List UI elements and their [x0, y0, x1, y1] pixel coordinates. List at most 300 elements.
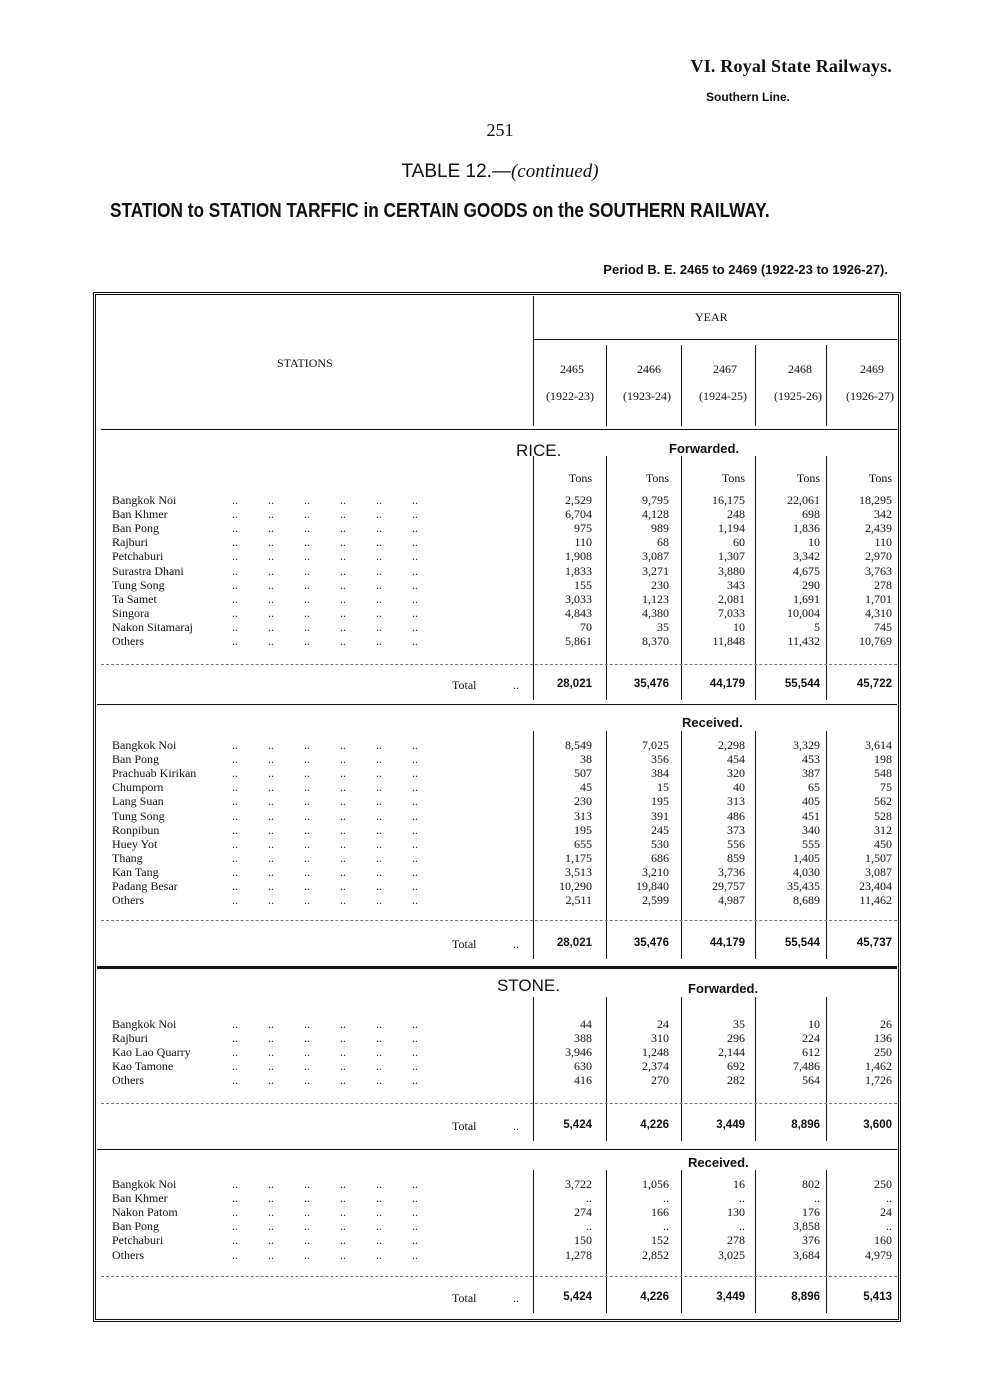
value-cell: 198: [874, 752, 892, 766]
value-cell: 655: [574, 837, 592, 851]
forwarded-label: Forwarded.: [688, 981, 759, 996]
value-cell: 1,056: [642, 1177, 669, 1191]
leader-dots: .. .. .. .. .. ..: [232, 493, 418, 507]
value-cell: 176: [802, 1205, 820, 1219]
total-leader: ..: [513, 1291, 519, 1305]
column-rule: [533, 296, 534, 426]
value-cell: 38: [580, 752, 592, 766]
leader-dots: .. .. .. .. .. ..: [232, 1059, 418, 1073]
value-cell: 388: [574, 1031, 592, 1045]
total-cell: 4,226: [640, 1119, 669, 1131]
value-cell: 278: [874, 578, 892, 592]
received-label: Received.: [682, 715, 743, 730]
value-cell: 3,684: [793, 1248, 820, 1262]
leader-dots: .. .. .. .. .. ..: [232, 893, 418, 907]
value-cell: 745: [874, 620, 892, 634]
leader-dots: .. .. .. .. .. ..: [232, 549, 418, 563]
leader-dots: .. .. .. .. .. ..: [232, 620, 418, 634]
value-cell: 1,462: [865, 1059, 892, 1073]
leader-dots: .. .. .. .. .. ..: [232, 634, 418, 648]
value-cell: 1,248: [642, 1045, 669, 1059]
value-cell: 989: [651, 521, 669, 535]
value-cell: 26: [880, 1017, 892, 1031]
value-cell: 19,840: [636, 879, 669, 893]
value-cell: 310: [651, 1031, 669, 1045]
value-cell: 44: [580, 1017, 592, 1031]
value-cell: 548: [874, 766, 892, 780]
value-cell: 4,675: [793, 564, 820, 578]
year-label: 2466: [637, 362, 661, 376]
leader-dots: .. .. .. .. .. ..: [232, 1219, 418, 1233]
total-cell: 5,413: [863, 1291, 892, 1303]
total-cell: 44,179: [709, 678, 745, 690]
year-label: 2468: [788, 362, 812, 376]
value-cell: 3,025: [718, 1248, 745, 1262]
value-cell: 11,462: [859, 893, 892, 907]
value-cell: 630: [574, 1059, 592, 1073]
station-name: Others: [112, 1248, 144, 1262]
rule-line: [101, 920, 897, 921]
value-cell: 3,342: [793, 549, 820, 563]
column-rule: [755, 345, 756, 426]
value-cell: 22,061: [787, 493, 820, 507]
value-cell: 312: [874, 823, 892, 837]
year-ad-label: (1922-23): [546, 389, 594, 403]
station-name: Lang Suan: [112, 794, 164, 808]
value-cell: 1,194: [718, 521, 745, 535]
value-cell: 45: [580, 780, 592, 794]
unit-label: Tons: [568, 471, 592, 485]
leader-dots: .. .. .. .. .. ..: [232, 1017, 418, 1031]
value-cell: 2,374: [642, 1059, 669, 1073]
value-cell: 2,529: [565, 493, 592, 507]
value-cell: 2,599: [642, 893, 669, 907]
year-label: 2467: [713, 362, 737, 376]
value-cell: 405: [802, 794, 820, 808]
value-cell: 40: [733, 780, 745, 794]
station-name: Huey Yot: [112, 837, 158, 851]
running-subtitle: Southern Line.: [706, 90, 790, 104]
leader-dots: .. .. .. .. .. ..: [232, 578, 418, 592]
value-cell: 692: [727, 1059, 745, 1073]
leader-dots: .. .. .. .. .. ..: [232, 1045, 418, 1059]
station-name: Surastra Dhani: [112, 564, 184, 578]
column-rule: [755, 731, 756, 959]
value-cell: 3,722: [565, 1177, 592, 1191]
value-cell: 342: [874, 507, 892, 521]
station-name: Nakon Sitamaraj: [112, 620, 193, 634]
station-name: Kan Tang: [112, 865, 159, 879]
value-cell: 376: [802, 1233, 820, 1247]
total-label: Total: [452, 937, 477, 951]
leader-dots: .. .. .. .. .. ..: [232, 1031, 418, 1045]
year-ad-label: (1925-26): [774, 389, 822, 403]
year-label: 2469: [860, 362, 884, 376]
column-rule: [755, 997, 756, 1141]
value-cell: 2,298: [718, 738, 745, 752]
value-cell: 3,033: [565, 592, 592, 606]
leader-dots: .. .. .. .. .. ..: [232, 1248, 418, 1262]
value-cell: 3,614: [865, 738, 892, 752]
station-name: Kao Tamone: [112, 1059, 174, 1073]
value-cell: 3,329: [793, 738, 820, 752]
value-cell: 486: [727, 809, 745, 823]
page-number: 251: [486, 120, 514, 140]
value-cell: 4,843: [565, 606, 592, 620]
station-name: Padang Besar: [112, 879, 178, 893]
total-cell: 8,896: [791, 1119, 820, 1131]
section-title: STONE.: [497, 976, 560, 995]
value-cell: 18,295: [859, 493, 892, 507]
value-cell: 698: [802, 507, 820, 521]
total-cell: 3,449: [716, 1291, 745, 1303]
value-cell: 68: [657, 535, 669, 549]
value-cell: 16: [733, 1177, 745, 1191]
value-cell: ..: [586, 1219, 592, 1233]
station-name: Petchaburi: [112, 1233, 164, 1247]
rule-line: [97, 704, 897, 705]
total-cell: 44,179: [709, 937, 745, 949]
total-label: Total: [452, 1119, 477, 1133]
value-cell: 340: [802, 823, 820, 837]
leader-dots: .. .. .. .. .. ..: [232, 1205, 418, 1219]
value-cell: 250: [874, 1177, 892, 1191]
value-cell: 3,087: [865, 865, 892, 879]
value-cell: 290: [802, 578, 820, 592]
value-cell: 2,511: [565, 893, 592, 907]
leader-dots: .. .. .. .. .. ..: [232, 837, 418, 851]
station-name: Rajburi: [112, 535, 148, 549]
value-cell: 3,513: [565, 865, 592, 879]
value-cell: 975: [574, 521, 592, 535]
value-cell: 296: [727, 1031, 745, 1045]
unit-label: Tons: [796, 471, 820, 485]
column-rule: [681, 345, 682, 426]
value-cell: ..: [663, 1191, 669, 1205]
station-name: Prachuab Kirikan: [112, 766, 197, 780]
leader-dots: .. .. .. .. .. ..: [232, 507, 418, 521]
value-cell: 10,769: [859, 634, 892, 648]
value-cell: 155: [574, 578, 592, 592]
column-rule: [606, 1170, 607, 1313]
total-cell: 8,896: [791, 1291, 820, 1303]
value-cell: 2,439: [865, 521, 892, 535]
value-cell: 10,290: [559, 879, 592, 893]
value-cell: 23,404: [859, 879, 892, 893]
station-name: Bangkok Noi: [112, 1177, 177, 1191]
rule-line: [101, 1103, 897, 1104]
station-name: Bangkok Noi: [112, 1017, 177, 1031]
rule-line: [97, 1149, 897, 1150]
total-leader: ..: [513, 937, 519, 951]
stations-heading: STATIONS: [277, 356, 333, 370]
value-cell: 11,432: [787, 634, 820, 648]
station-name: Ta Samet: [112, 592, 157, 606]
rule-line: [101, 1276, 897, 1277]
value-cell: 451: [802, 809, 820, 823]
value-cell: 9,795: [642, 493, 669, 507]
column-rule: [755, 1170, 756, 1313]
value-cell: 3,271: [642, 564, 669, 578]
station-name: Ban Khmer: [112, 1191, 168, 1205]
total-cell: 55,544: [784, 937, 820, 949]
value-cell: ..: [586, 1191, 592, 1205]
value-cell: 1,307: [718, 549, 745, 563]
value-cell: 1,405: [793, 851, 820, 865]
column-rule: [826, 731, 827, 959]
value-cell: 3,763: [865, 564, 892, 578]
value-cell: 1,833: [565, 564, 592, 578]
leader-dots: .. .. .. .. .. ..: [232, 606, 418, 620]
value-cell: ..: [739, 1219, 745, 1233]
value-cell: ..: [886, 1191, 892, 1205]
value-cell: 230: [651, 578, 669, 592]
value-cell: 562: [874, 794, 892, 808]
value-cell: 313: [574, 809, 592, 823]
leader-dots: .. .. .. .. .. ..: [232, 809, 418, 823]
value-cell: 75: [880, 780, 892, 794]
value-cell: 454: [727, 752, 745, 766]
value-cell: 11,848: [712, 634, 745, 648]
value-cell: 150: [574, 1233, 592, 1247]
leader-dots: .. .. .. .. .. ..: [232, 1073, 418, 1087]
value-cell: 1,836: [793, 521, 820, 535]
leader-dots: .. .. .. .. .. ..: [232, 865, 418, 879]
value-cell: 282: [727, 1073, 745, 1087]
leader-dots: .. .. .. .. .. ..: [232, 1177, 418, 1191]
station-name: Ban Pong: [112, 521, 160, 535]
value-cell: 7,486: [793, 1059, 820, 1073]
value-cell: 1,908: [565, 549, 592, 563]
leader-dots: .. .. .. .. .. ..: [232, 738, 418, 752]
leader-dots: .. .. .. .. .. ..: [232, 535, 418, 549]
table-title-cont: (continued): [510, 161, 599, 182]
running-title: VI. Royal State Railways.: [690, 56, 892, 76]
total-cell: 5,424: [563, 1291, 592, 1303]
station-name: Singora: [112, 606, 150, 620]
value-cell: 16,175: [712, 493, 745, 507]
value-cell: 274: [574, 1205, 592, 1219]
value-cell: ..: [739, 1191, 745, 1205]
column-rule: [606, 731, 607, 959]
value-cell: 166: [651, 1205, 669, 1219]
total-cell: 28,021: [556, 937, 592, 949]
column-rule: [606, 997, 607, 1141]
value-cell: 4,979: [865, 1248, 892, 1262]
value-cell: 1,701: [865, 592, 892, 606]
leader-dots: .. .. .. .. .. ..: [232, 521, 418, 535]
value-cell: 3,087: [642, 549, 669, 563]
value-cell: 250: [874, 1045, 892, 1059]
value-cell: 1,691: [793, 592, 820, 606]
value-cell: 3,736: [718, 865, 745, 879]
rule-line: [101, 664, 897, 665]
value-cell: 384: [651, 766, 669, 780]
value-cell: 24: [880, 1205, 892, 1219]
value-cell: 530: [651, 837, 669, 851]
value-cell: 387: [802, 766, 820, 780]
value-cell: 556: [727, 837, 745, 851]
station-name: Others: [112, 634, 144, 648]
leader-dots: .. .. .. .. .. ..: [232, 766, 418, 780]
value-cell: 7,033: [718, 606, 745, 620]
value-cell: 2,144: [718, 1045, 745, 1059]
value-cell: 2,852: [642, 1248, 669, 1262]
value-cell: 65: [808, 780, 820, 794]
value-cell: 859: [727, 851, 745, 865]
period-line: Period B. E. 2465 to 2469 (1922-23 to 1926-27).: [603, 262, 888, 277]
station-name: Tung Song: [112, 578, 165, 592]
value-cell: ..: [663, 1219, 669, 1233]
value-cell: 245: [651, 823, 669, 837]
year-ad-label: (1926-27): [846, 389, 894, 403]
value-cell: 528: [874, 809, 892, 823]
total-cell: 3,600: [863, 1119, 892, 1131]
station-name: Ronpibun: [112, 823, 160, 837]
value-cell: 320: [727, 766, 745, 780]
value-cell: 686: [651, 851, 669, 865]
value-cell: 1,278: [565, 1248, 592, 1262]
leader-dots: .. .. .. .. .. ..: [232, 1233, 418, 1247]
leader-dots: .. .. .. .. .. ..: [232, 851, 418, 865]
forwarded-label: Forwarded.: [669, 441, 740, 456]
station-name: Bangkok Noi: [112, 738, 177, 752]
value-cell: 555: [802, 837, 820, 851]
total-cell: 45,722: [856, 678, 892, 690]
total-leader: ..: [513, 1119, 519, 1133]
value-cell: 136: [874, 1031, 892, 1045]
unit-label: Tons: [721, 471, 745, 485]
value-cell: 152: [651, 1233, 669, 1247]
value-cell: 3,858: [793, 1219, 820, 1233]
total-cell: 45,737: [856, 937, 892, 949]
value-cell: 24: [657, 1017, 669, 1031]
table-title-label: TABLE 12.—: [401, 161, 511, 182]
rule-line: [97, 966, 897, 969]
leader-dots: .. .. .. .. .. ..: [232, 780, 418, 794]
station-name: Ban Pong: [112, 1219, 160, 1233]
value-cell: 802: [802, 1177, 820, 1191]
leader-dots: .. .. .. .. .. ..: [232, 564, 418, 578]
value-cell: 391: [651, 809, 669, 823]
value-cell: 7,025: [642, 738, 669, 752]
column-rule: [681, 1170, 682, 1313]
value-cell: 4,128: [642, 507, 669, 521]
value-cell: 2,970: [865, 549, 892, 563]
leader-dots: .. .. .. .. .. ..: [232, 1191, 418, 1205]
station-name: Petchaburi: [112, 549, 164, 563]
unit-label: Tons: [645, 471, 669, 485]
total-cell: 28,021: [556, 678, 592, 690]
value-cell: 110: [574, 535, 592, 549]
leader-dots: .. .. .. .. .. ..: [232, 823, 418, 837]
value-cell: 5: [814, 620, 820, 634]
value-cell: 612: [802, 1045, 820, 1059]
column-rule: [681, 731, 682, 959]
value-cell: 564: [802, 1073, 820, 1087]
value-cell: 2,081: [718, 592, 745, 606]
value-cell: 230: [574, 794, 592, 808]
received-label: Received.: [688, 1155, 749, 1170]
value-cell: 4,030: [793, 865, 820, 879]
column-rule: [606, 345, 607, 426]
value-cell: 130: [727, 1205, 745, 1219]
value-cell: 60: [733, 535, 745, 549]
value-cell: 10: [733, 620, 745, 634]
value-cell: 450: [874, 837, 892, 851]
value-cell: 416: [574, 1073, 592, 1087]
station-name: Kao Lao Quarry: [112, 1045, 191, 1059]
leader-dots: .. .. .. .. .. ..: [232, 592, 418, 606]
value-cell: 8,549: [565, 738, 592, 752]
station-name: Ban Khmer: [112, 507, 168, 521]
value-cell: 10: [808, 535, 820, 549]
value-cell: 4,987: [718, 893, 745, 907]
station-name: Ban Pong: [112, 752, 160, 766]
value-cell: ..: [814, 1191, 820, 1205]
station-name: Nakon Patom: [112, 1205, 178, 1219]
total-cell: 55,544: [784, 678, 820, 690]
total-cell: 4,226: [640, 1291, 669, 1303]
column-rule: [826, 997, 827, 1141]
value-cell: 1,175: [565, 851, 592, 865]
value-cell: 224: [802, 1031, 820, 1045]
value-cell: 4,380: [642, 606, 669, 620]
value-cell: 3,946: [565, 1045, 592, 1059]
value-cell: 507: [574, 766, 592, 780]
value-cell: 453: [802, 752, 820, 766]
year-ad-label: (1924-25): [699, 389, 747, 403]
value-cell: 6,704: [565, 507, 592, 521]
station-name: Rajburi: [112, 1031, 148, 1045]
column-rule: [826, 345, 827, 426]
year-label: 2465: [560, 362, 584, 376]
value-cell: 3,880: [718, 564, 745, 578]
value-cell: 195: [574, 823, 592, 837]
station-name: Others: [112, 893, 144, 907]
value-cell: 373: [727, 823, 745, 837]
column-rule: [826, 1170, 827, 1313]
section-title: RICE.: [516, 441, 562, 460]
value-cell: 10: [808, 1017, 820, 1031]
total-cell: 35,476: [633, 678, 669, 690]
column-rule: [681, 997, 682, 1141]
total-label: Total: [452, 678, 477, 692]
value-cell: 195: [651, 794, 669, 808]
value-cell: 278: [727, 1233, 745, 1247]
leader-dots: .. .. .. .. .. ..: [232, 794, 418, 808]
value-cell: 8,689: [793, 893, 820, 907]
value-cell: 110: [874, 535, 892, 549]
total-cell: 35,476: [633, 937, 669, 949]
year-heading: YEAR: [695, 310, 728, 324]
rule-line: [101, 429, 897, 430]
table-title: [0, 161, 1000, 183]
station-name: Tung Song: [112, 809, 165, 823]
value-cell: 1,507: [865, 851, 892, 865]
leader-dots: .. .. .. .. .. ..: [232, 752, 418, 766]
value-cell: 10,004: [787, 606, 820, 620]
station-name: Chumporn: [112, 780, 164, 794]
value-cell: 1,123: [642, 592, 669, 606]
leader-dots: .. .. .. .. .. ..: [232, 879, 418, 893]
total-cell: 5,424: [563, 1119, 592, 1131]
value-cell: 35,435: [787, 879, 820, 893]
value-cell: 5,861: [565, 634, 592, 648]
total-leader: ..: [513, 678, 519, 692]
value-cell: 3,210: [642, 865, 669, 879]
value-cell: 29,757: [712, 879, 745, 893]
